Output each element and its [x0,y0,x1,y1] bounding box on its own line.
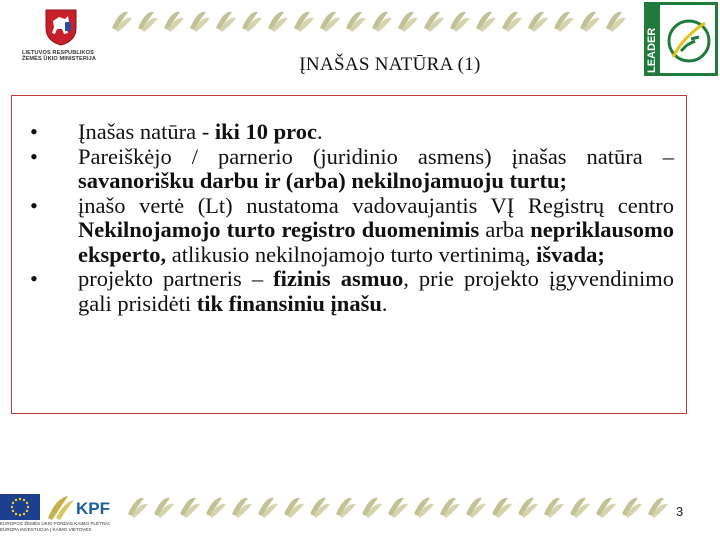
bold-text: iki 10 proc [214,119,317,144]
bold-text: nepriklausomo eksperto, [78,217,675,267]
slide-title: ĮNAŠAS NATŪRA (1) [299,54,481,75]
text: . [381,290,388,316]
bullet-dot-icon: • [30,192,38,218]
bold-text: Nekilnojamojo turto registro duomenimis [78,217,480,242]
text: projekto partneris – [78,266,274,291]
header-ornament [112,8,637,38]
bullet-item [12,267,688,316]
bold-text: savanorišku darbu ir (arba) nekilnojamuoju turtu; [78,168,568,193]
bold-text: išvada; [536,241,605,267]
eafrd-line-2: EUROPA INVESTUOJA Į KAIMO VIETOVES [0,526,92,532]
bold-text: fizinis asmuo [273,266,404,291]
eafrd-line-1: EUROPOS ŽEMĖS ŪKIO FONDAS KAIMO PLĖTRAI: [0,521,111,526]
kpf-logo-text: KPF [76,499,110,518]
text: Įnašas natūra - [78,119,215,144]
coat-of-arms-icon [44,8,78,46]
wheat-ornament-icon [128,494,668,520]
eafrd-caption [0,521,128,532]
ministry-line-2: ŽEMĖS ŪKIO MINISTERIJA [22,56,96,63]
text: arba [479,217,531,242]
eu-flag-icon [0,494,40,520]
bullet-item [12,145,688,194]
ministry-logo [18,6,108,72]
content-box [11,95,687,414]
bullet-item [12,194,688,268]
leader-logo [643,1,719,77]
bullet-dot-icon: • [30,119,38,144]
bullet-dot-icon: • [30,143,38,169]
bullet-list [12,120,688,316]
wheat-ornament-icon [112,8,637,34]
text: . [316,119,323,144]
text: atlikusio nekilnojamojo turto vertinimą, [166,241,537,267]
leader-logo-text: LEADER [646,27,658,73]
bold-text: tik finansiniu įnašu [196,290,382,316]
page-number: 3 [676,504,684,519]
text: įnašo vertė (Lt) nustatoma vadovaujantis VĮ Registrų centro [78,192,674,218]
bullet-dot-icon: • [30,266,38,291]
bullet-item [12,120,688,145]
text: , prie projekto įgyvendinimo gali prisidėti [78,266,674,316]
footer-ornament [128,494,668,524]
ministry-line-1: LIETUVOS RESPUBLIKOS [22,50,94,56]
text: Pareiškėjo / parnerio (juridinio asmens) įnašas natūra – [78,143,674,169]
kpf-logo [46,494,120,520]
ministry-name [22,50,110,63]
